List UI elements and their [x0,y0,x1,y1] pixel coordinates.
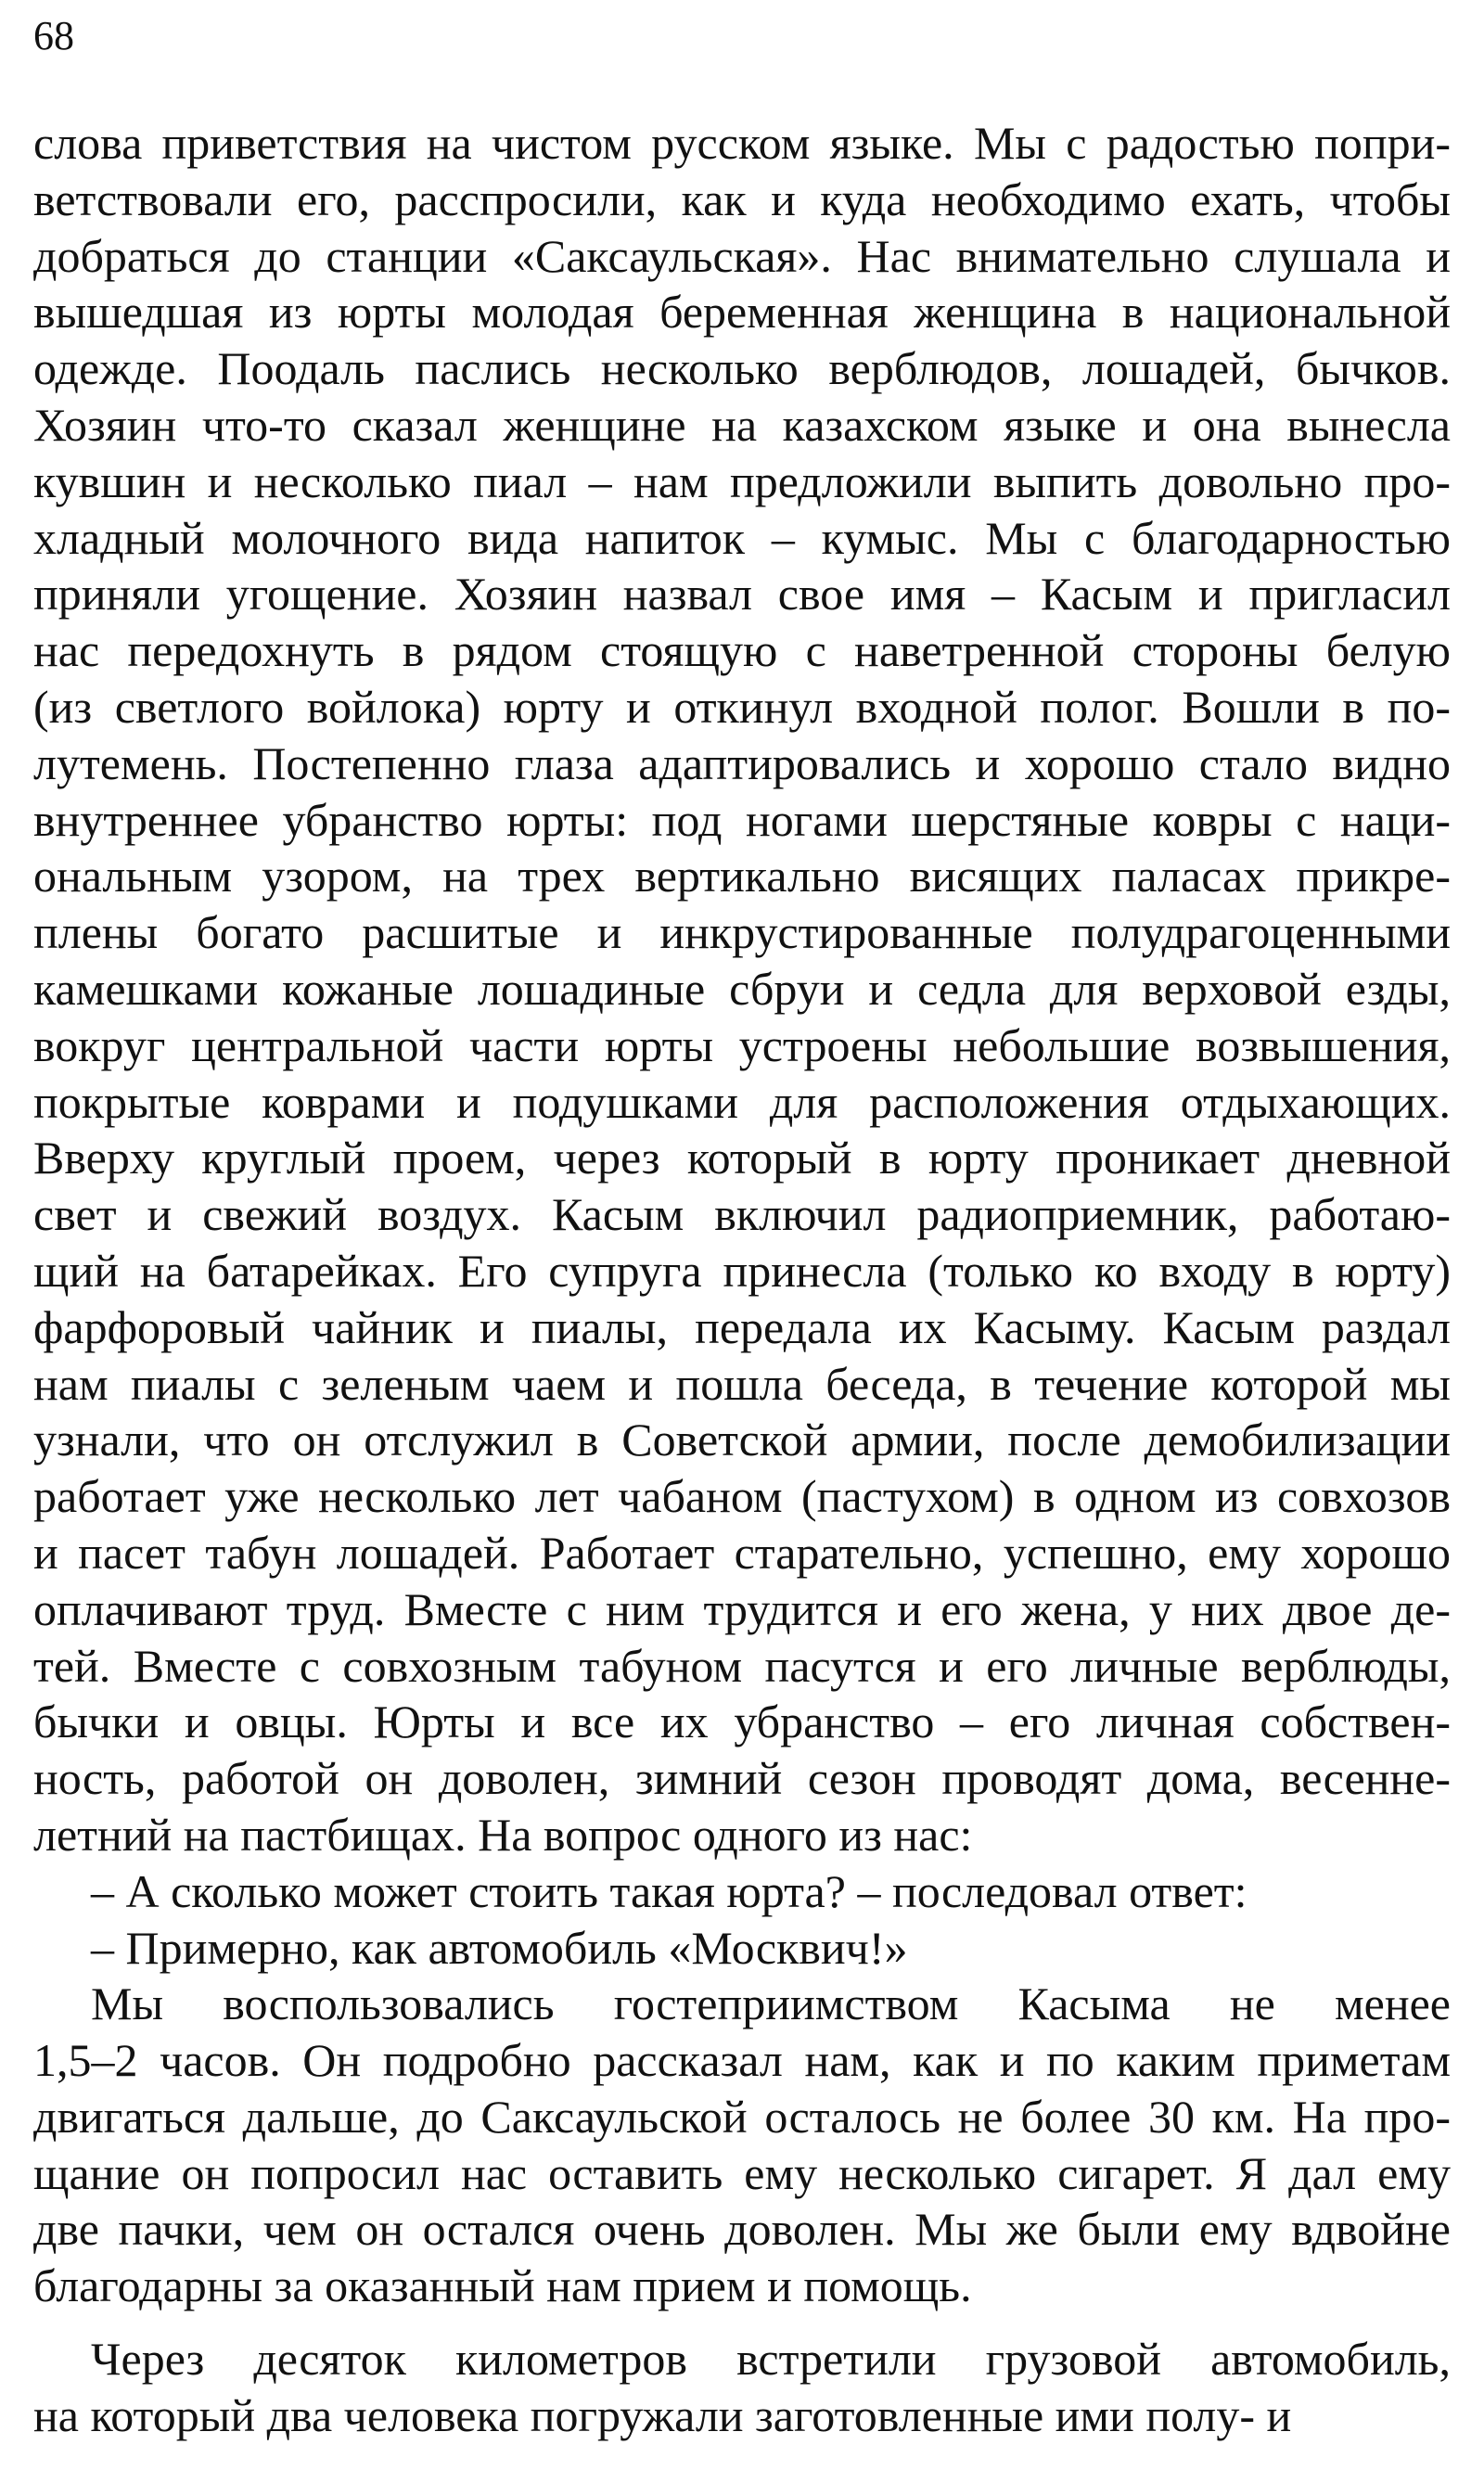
text-line: оплачивают труд. Вместе с ним трудится и его жена, у них двое де- [33,1582,1451,1635]
body-text [33,115,1451,2444]
text-line: кувшин и несколько пиал – нам предложили выпить довольно про- [33,454,1451,507]
text-line: две пачки, чем он остался очень доволен. Мы же были ему вдвойне [33,2203,1451,2256]
text-line: плены богато расшитые и инкрустированные полудрагоценными [33,906,1451,959]
text-line: бычки и овцы. Юрты и все их убранство – его личная собствен- [33,1696,1451,1748]
text-line: щий на батарейках. Его супруга принесла (только ко входу в юрту) [33,1244,1451,1297]
text-line: (из светлого войлока) юрту и откинул входной полог. Вошли в по- [33,680,1451,733]
paragraph [33,1976,1451,2314]
paragraph [33,1920,1451,1977]
text-line: хладный молочного вида напиток – кумыс. Мы с благодарностью [33,511,1451,564]
text-line: узнали, что он отслужил в Советской армии, после демобилизации [33,1414,1451,1466]
text-line: летний на пастбищах. На вопрос одного из нас: [33,1808,973,1861]
text-line: фарфоровый чайник и пиалы, передала их Касыму. Касым раздал [33,1300,1451,1353]
text-line: слова приветствия на чистом русском языке. Мы с радостью попри- [33,117,1451,169]
text-line: работает уже несколько лет чабаном (пастухом) в одном из совхозов [33,1470,1451,1523]
text-line: – А сколько может стоить такая юрта? – последовал ответ: [91,1864,1247,1917]
text-line: добраться до станции «Саксаульская». Нас внимательно слушала и [33,229,1451,282]
text-line: Через десяток километров встретили грузовой автомобиль, [91,2333,1451,2386]
text-line: щание он попросил нас оставить ему несколько сигарет. Я дал ему [33,2146,1451,2199]
text-line: приняли угощение. Хозяин назвал свое имя – Касым и пригласил [33,568,1451,621]
text-line: вокруг центральной части юрты устроены небольшие возвышения, [33,1018,1451,1071]
text-line: ветствовали его, расспросили, как и куда необходимо ехать, чтобы [33,173,1451,225]
text-line: – Примерно, как автомобиль «Москвич!» [91,1921,908,1974]
paragraph [33,115,1451,1863]
text-line: и пасет табун лошадей. Работает старательно, успешно, ему хорошо [33,1526,1451,1579]
text-line: Мы воспользовались гостеприимством Касыма не менее [91,1977,1451,2030]
text-line: свет и свежий воздух. Касым включил радиоприемник, работаю- [33,1188,1451,1241]
text-line: покрытые коврами и подушками для расположения отдыхающих. [33,1075,1451,1128]
text-line: двигаться дальше, до Саксаульской осталось не более 30 км. На про- [33,2090,1451,2143]
text-line: одежде. Поодаль паслись несколько верблюдов, лошадей, бычков. [33,342,1451,395]
text-line: нас передохнуть в рядом стоящую с наветренной стороны белую [33,624,1451,677]
text-line: ональным узором, на трех вертикально висящих паласах прикре- [33,850,1451,902]
text-line: благодарны за оказанный нам прием и помощь. [33,2259,972,2312]
text-line: Вверху круглый проем, через который в юрту проникает дневной [33,1132,1451,1184]
text-line: Хозяин что-то сказал женщине на казахском языке и она вынесла [33,398,1451,451]
text-line: тей. Вместе с совхозным табуном пасутся и его личные верблюды, [33,1639,1451,1692]
text-line: ность, работой он доволен, зимний сезон проводят дома, весенне- [33,1752,1451,1805]
paragraph [33,2331,1451,2444]
page-number: 68 [33,13,74,58]
text-line: 1,5–2 часов. Он подробно рассказал нам, как и по каким приметам [33,2034,1451,2087]
text-line: внутреннее убранство юрты: под ногами шерстяные ковры с наци- [33,793,1451,846]
paragraph [33,1863,1451,1920]
paragraph-gap [33,2314,1451,2331]
text-line: вышедшая из юрты молодая беременная женщина в национальной [33,286,1451,339]
text-line: лутемень. Постепенно глаза адаптировались и хорошо стало видно [33,736,1451,789]
text-line: нам пиалы с зеленым чаем и пошла беседа, в течение которой мы [33,1357,1451,1410]
text-line: на который два человека погружали заготовленные ими полу- и [33,2388,1292,2441]
text-line: камешками кожаные лошадиные сбруи и седла для верховой езды, [33,962,1451,1015]
